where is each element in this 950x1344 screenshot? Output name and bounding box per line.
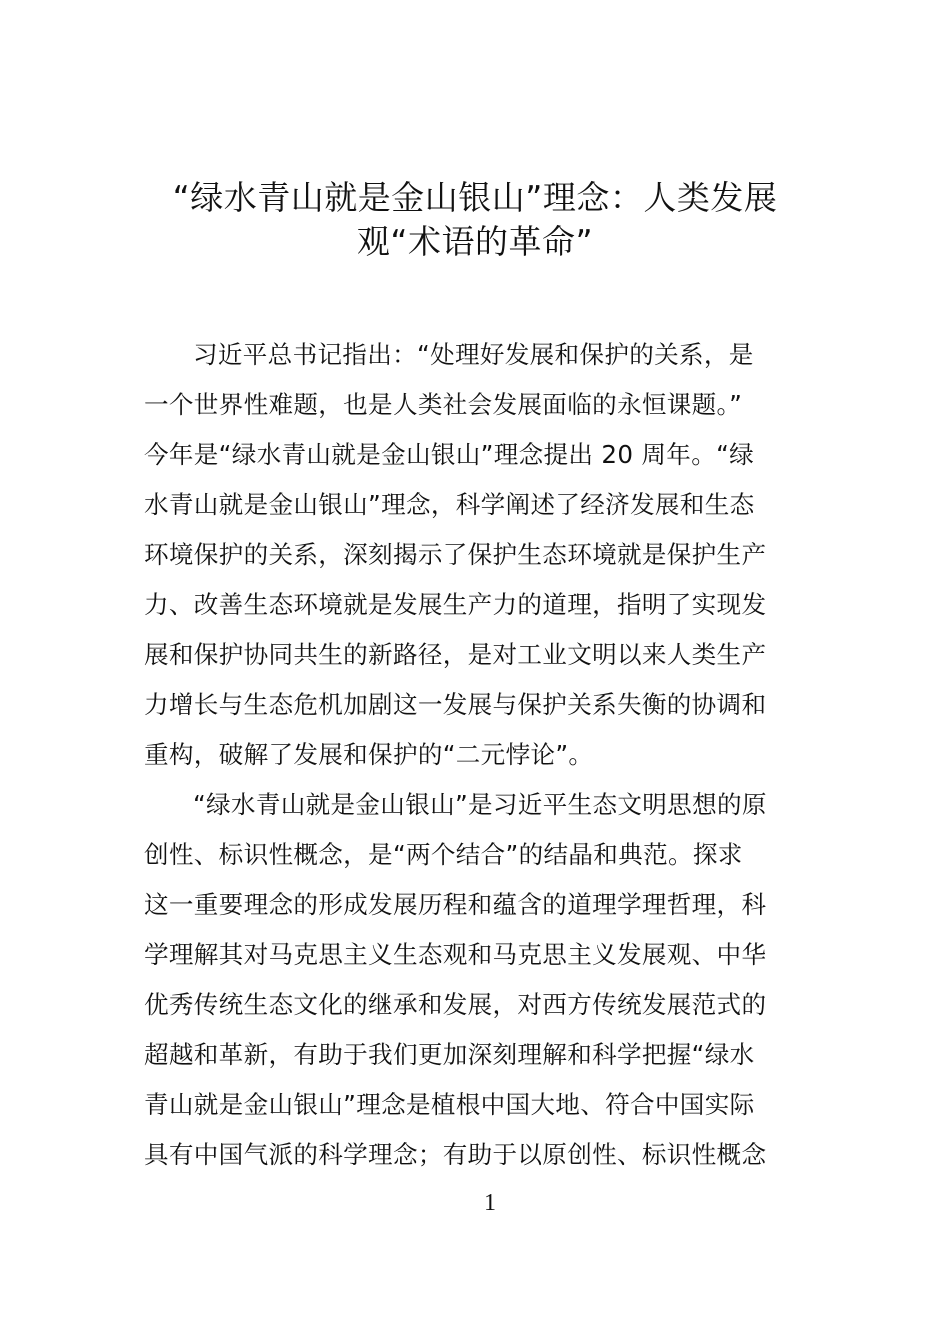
paragraph-2-line: 青山就是金山银山”理念是植根中国大地、符合中国实际 [144,1090,755,1119]
document-title [130,176,820,264]
paragraph-2-line: 创性、标识性概念，是“两个结合”的结晶和典范。探求 [144,840,743,869]
paragraph-1-line: 习近平总书记指出：“处理好发展和保护的关系，是 [193,340,754,369]
paragraph-1-line: 水青山就是金山银山”理念，科学阐述了经济发展和生态 [144,490,755,519]
paragraph-1-line: 力增长与生态危机加剧这一发展与保护关系失衡的协调和 [144,690,767,719]
paragraph-1-line: 重构，破解了发展和保护的“二元悖论”。 [144,740,594,769]
paragraph-1-line: 力、改善生态环境就是发展生产力的道理，指明了实现发 [144,590,767,619]
paragraph-2-line: 超越和革新，有助于我们更加深刻理解和科学把握“绿水 [144,1040,755,1069]
paragraph-2-line: 这一重要理念的形成发展历程和蕴含的道理学理哲理，科 [144,890,767,919]
title-line-2: 观“术语的革命” [356,222,594,261]
page-number: 1 [484,1190,496,1216]
paragraph-2-line: 优秀传统生态文化的继承和发展，对西方传统发展范式的 [144,990,767,1019]
title-line-1: “绿水青山就是金山银山”理念：人类发展 [172,178,778,217]
paragraph-1-line: 一个世界性难题，也是人类社会发展面临的永恒课题。” [144,390,743,419]
paragraph-1-line: 环境保护的关系，深刻揭示了保护生态环境就是保护生产 [144,540,767,569]
paragraph-2-line: 学理解其对马克思主义生态观和马克思主义发展观、中华 [144,940,767,969]
paragraph-2-line: 具有中国气派的科学理念；有助于以原创性、标识性概念 [144,1140,767,1169]
paragraph-2-line: “绿水青山就是金山银山”是习近平生态文明思想的原 [193,790,767,819]
paragraph-1-line: 展和保护协同共生的新路径，是对工业文明以来人类生产 [144,640,767,669]
paragraph-1-line: 今年是“绿水青山就是金山银山”理念提出 20 周年。“绿 [144,440,755,469]
document-body [144,330,808,1180]
